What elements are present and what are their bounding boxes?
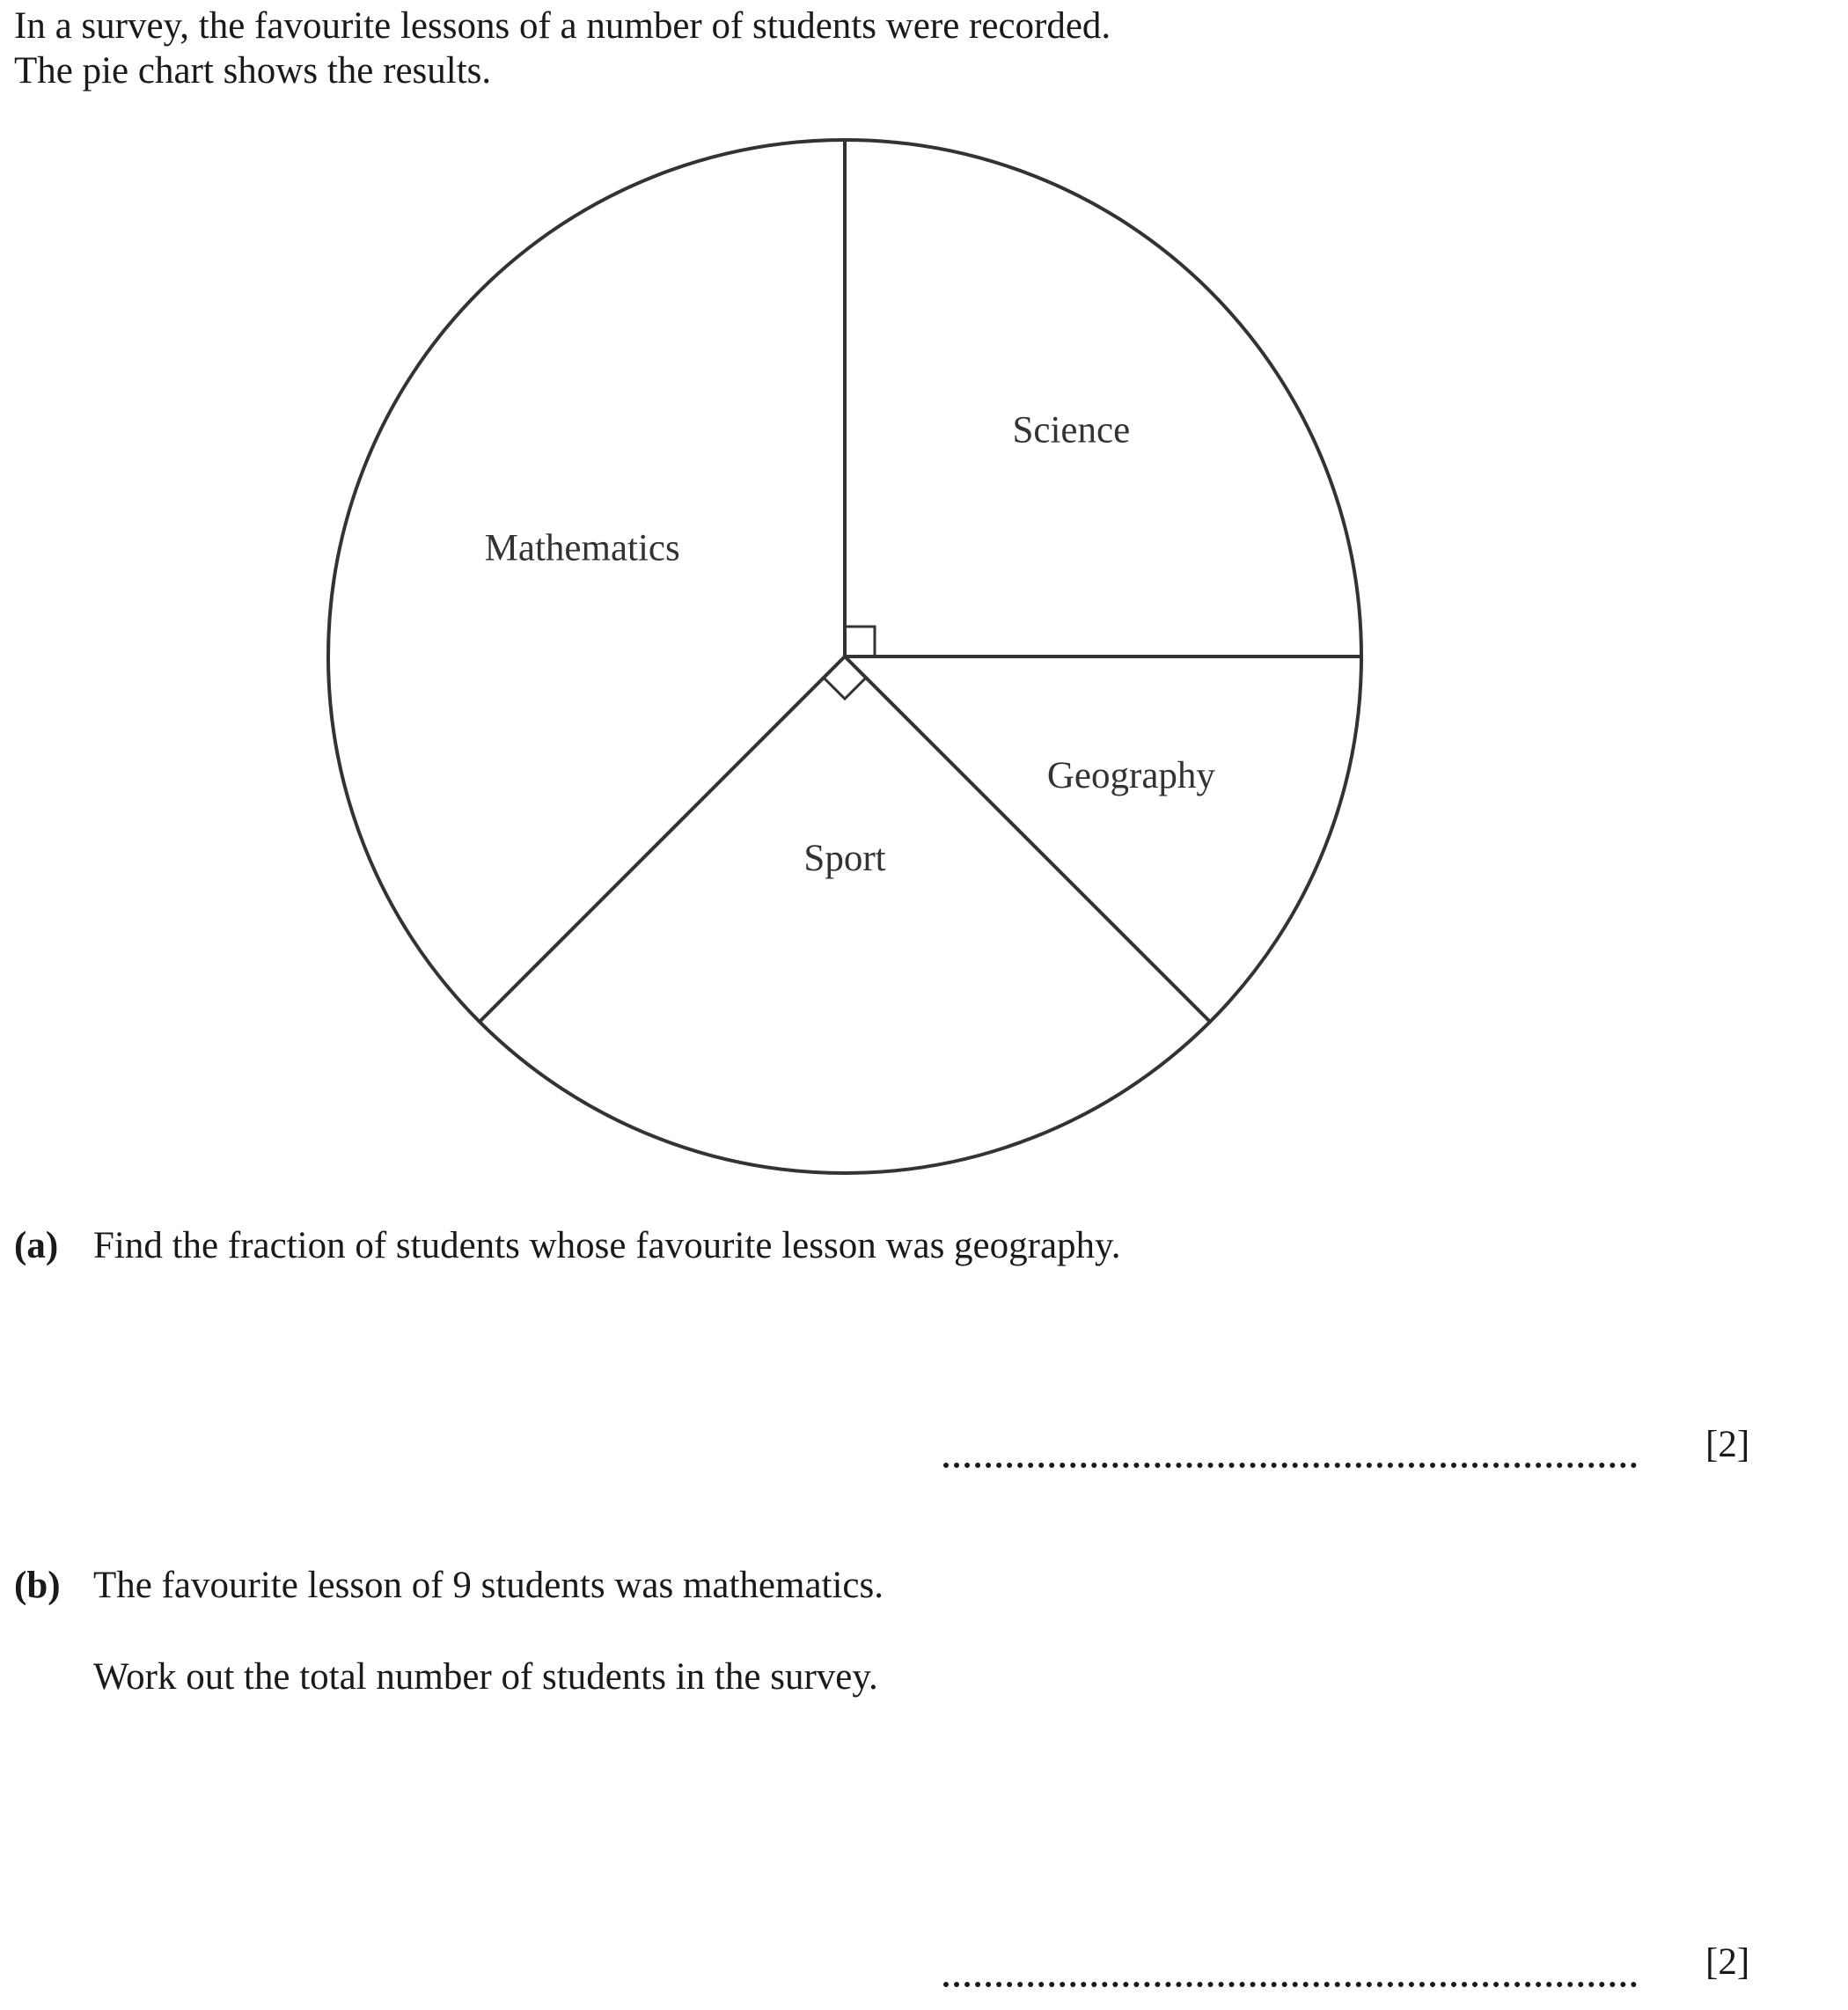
question-a-text: Find the fraction of students whose favourite lesson was geography. [93, 1225, 1121, 1266]
marks-b: [2] [1705, 1941, 1750, 1983]
question-b-label: (b) [14, 1565, 61, 1606]
pie-chart-group [328, 140, 1361, 1173]
slice-label-sport: Sport [803, 837, 886, 879]
question-b-text: The favourite lesson of 9 students was mathematics. [93, 1565, 884, 1606]
slice-label-mathematics: Mathematics [484, 527, 680, 569]
intro-line-2: The pie chart shows the results. [14, 50, 492, 92]
right-angle-marker-sport [824, 678, 866, 699]
slice-label-geography: Geography [1046, 754, 1215, 796]
answer-line-a[interactable] [943, 1463, 1637, 1468]
pie-radius-mathematics [480, 657, 845, 1022]
slice-label-science: Science [1012, 409, 1131, 451]
question-a-label: (a) [14, 1225, 59, 1266]
intro-line-1: In a survey, the favourite lessons of a number of students were recorded. [14, 5, 1111, 47]
question-b-instruction: Work out the total number of students in the survey. [93, 1656, 878, 1698]
answer-line-b[interactable] [943, 1982, 1637, 1987]
right-angle-marker-science [845, 627, 875, 657]
pie-radius-sport [845, 657, 1210, 1022]
marks-a: [2] [1705, 1424, 1750, 1465]
